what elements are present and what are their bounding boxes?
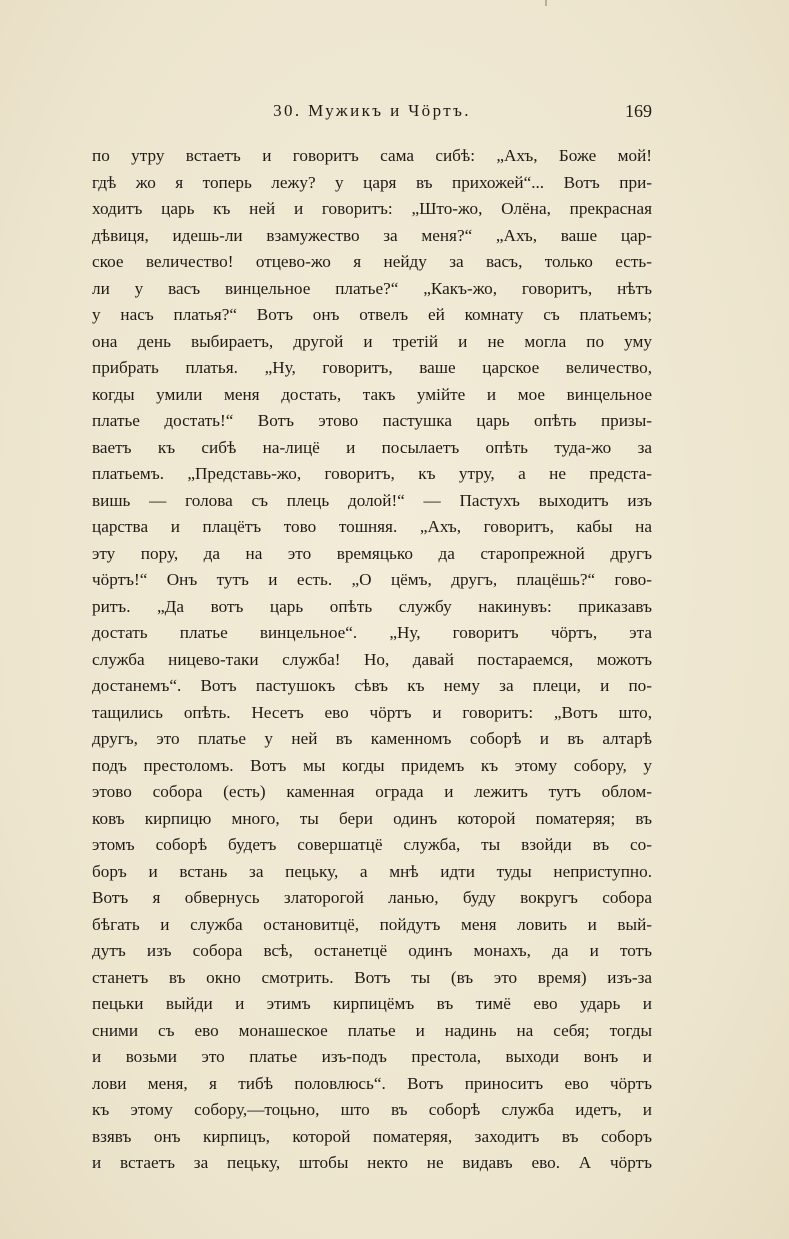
text-line: гдѣ жо я топерь лежу? у царя въ прихожей“... Вотъ при- [92,172,652,192]
text-line: она день выбираетъ, другой и третій и не могла по уму [92,331,652,351]
text-line: этомъ соборѣ будетъ совершатцё служба, ты взойди въ со- [92,835,652,854]
page-speck [545,0,547,6]
text-line: достать платье винцельное“. „Ну, говоритъ чӧртъ, эта [92,623,652,642]
text-line: у насъ платья?“ Вотъ онъ отвелъ ей комнату съ платьемъ; [92,305,652,324]
body-text [92,143,652,1177]
text-line: и возьми это платье изъ-подъ престола, выходи вонъ и [92,1047,652,1066]
text-line: подъ престоломъ. Вотъ мы когды придемъ къ этому собору, у [92,755,652,775]
text-line: ритъ. „Да вотъ царь опѣть службу накинувъ: приказавъ [92,596,652,616]
text-line: прибрать платья. „Ну, говоритъ, ваше царское величество, [92,358,652,377]
text-line: чӧртъ!“ Онъ тутъ и есть. „О цёмъ, другъ, плацёшь?“ гово- [92,570,652,589]
text-line: вишь — голова съ плець долой!“ — Пастухъ выходитъ изъ [92,490,652,510]
text-line: ковъ кирпицю много, ты бери одинъ которой поматеряя; въ [92,808,652,828]
page-header [92,98,652,124]
text-line: дутъ изъ собора всѣ, останетцё одинъ монахъ, да и тотъ [92,941,652,960]
text-line: ли у васъ винцельное платье?“ „Какъ-жо, говоритъ, нѣтъ [92,278,652,298]
page-number: 169 [625,101,652,121]
text-line: ваетъ къ сибѣ на-лицё и посылаетъ опѣть туда-жо за [92,437,652,457]
text-line: боръ и встань за пецьку, а мнѣ идти туды неприступно. [92,861,652,881]
text-line: дѣвиця, идешь-ли взамужество за меня?“ „Ахъ, ваше цар- [92,225,652,245]
text-line: платье достать!“ Вотъ этово пастушка царь опѣть призы- [92,411,652,430]
text-line: и встаетъ за пецьку, штобы некто не видавъ ево. А чӧртъ [92,1153,652,1172]
text-line: царства и плацётъ тово тошняя. „Ахъ, говоритъ, кабы на [92,517,652,536]
text-line: пецьки выйди и этимъ кирпицёмъ въ тимё ево ударь и [92,994,652,1013]
text-line: взявъ онъ кирпицъ, которой поматеряя, заходитъ въ соборъ [92,1126,652,1146]
text-line: къ этому собору,—тоцьно, што въ соборѣ служба идетъ, и [92,1100,652,1119]
text-line: достанемъ“. Вотъ пастушокъ сѣвъ къ нему за плеци, и по- [92,676,652,695]
text-line: ское величество! отцево-жо я нейду за васъ, только есть- [92,252,652,271]
text-line: лови меня, я тибѣ половлюсь“. Вотъ приноситъ ево чӧртъ [92,1073,652,1093]
text-line: тащились опѣть. Несетъ ево чӧртъ и говоритъ: „Вотъ што, [92,702,652,722]
running-title: 30. Мужикъ и Чӧртъ. [273,101,471,120]
text-line: бѣгать и служба остановитцё, пойдутъ меня ловить и вый- [92,914,652,934]
text-line: платьемъ. „Представь-жо, говоритъ, къ утру, а не предста- [92,464,652,483]
text-line: этово собора (есть) каменная ограда и лежитъ тутъ облом- [92,782,652,801]
text-line: когды умили меня достать, такъ умійте и мое винцельное [92,384,652,404]
text-line: по утру встаетъ и говоритъ сама сибѣ: „Ахъ, Боже мой! [92,146,652,165]
text-line: станетъ въ окно смотрить. Вотъ ты (въ это время) изъ-за [92,967,652,987]
text-line: служба ницево-таки служба! Но, давай постараемся, можотъ [92,649,652,669]
text-line: эту пору, да на это времяцько да старопрежной другъ [92,543,652,563]
text-line: сними съ ево монашеское платье и надинь на себя; тогды [92,1020,652,1040]
text-line: ходитъ царь къ ней и говоритъ: „Што-жо, Олёна, прекрасная [92,199,652,218]
text-line: другъ, это платье у ней въ каменномъ соборѣ и въ алтарѣ [92,729,652,748]
text-line: Вотъ я обвернусь златорогой ланью, буду вокругъ собора [92,888,652,907]
